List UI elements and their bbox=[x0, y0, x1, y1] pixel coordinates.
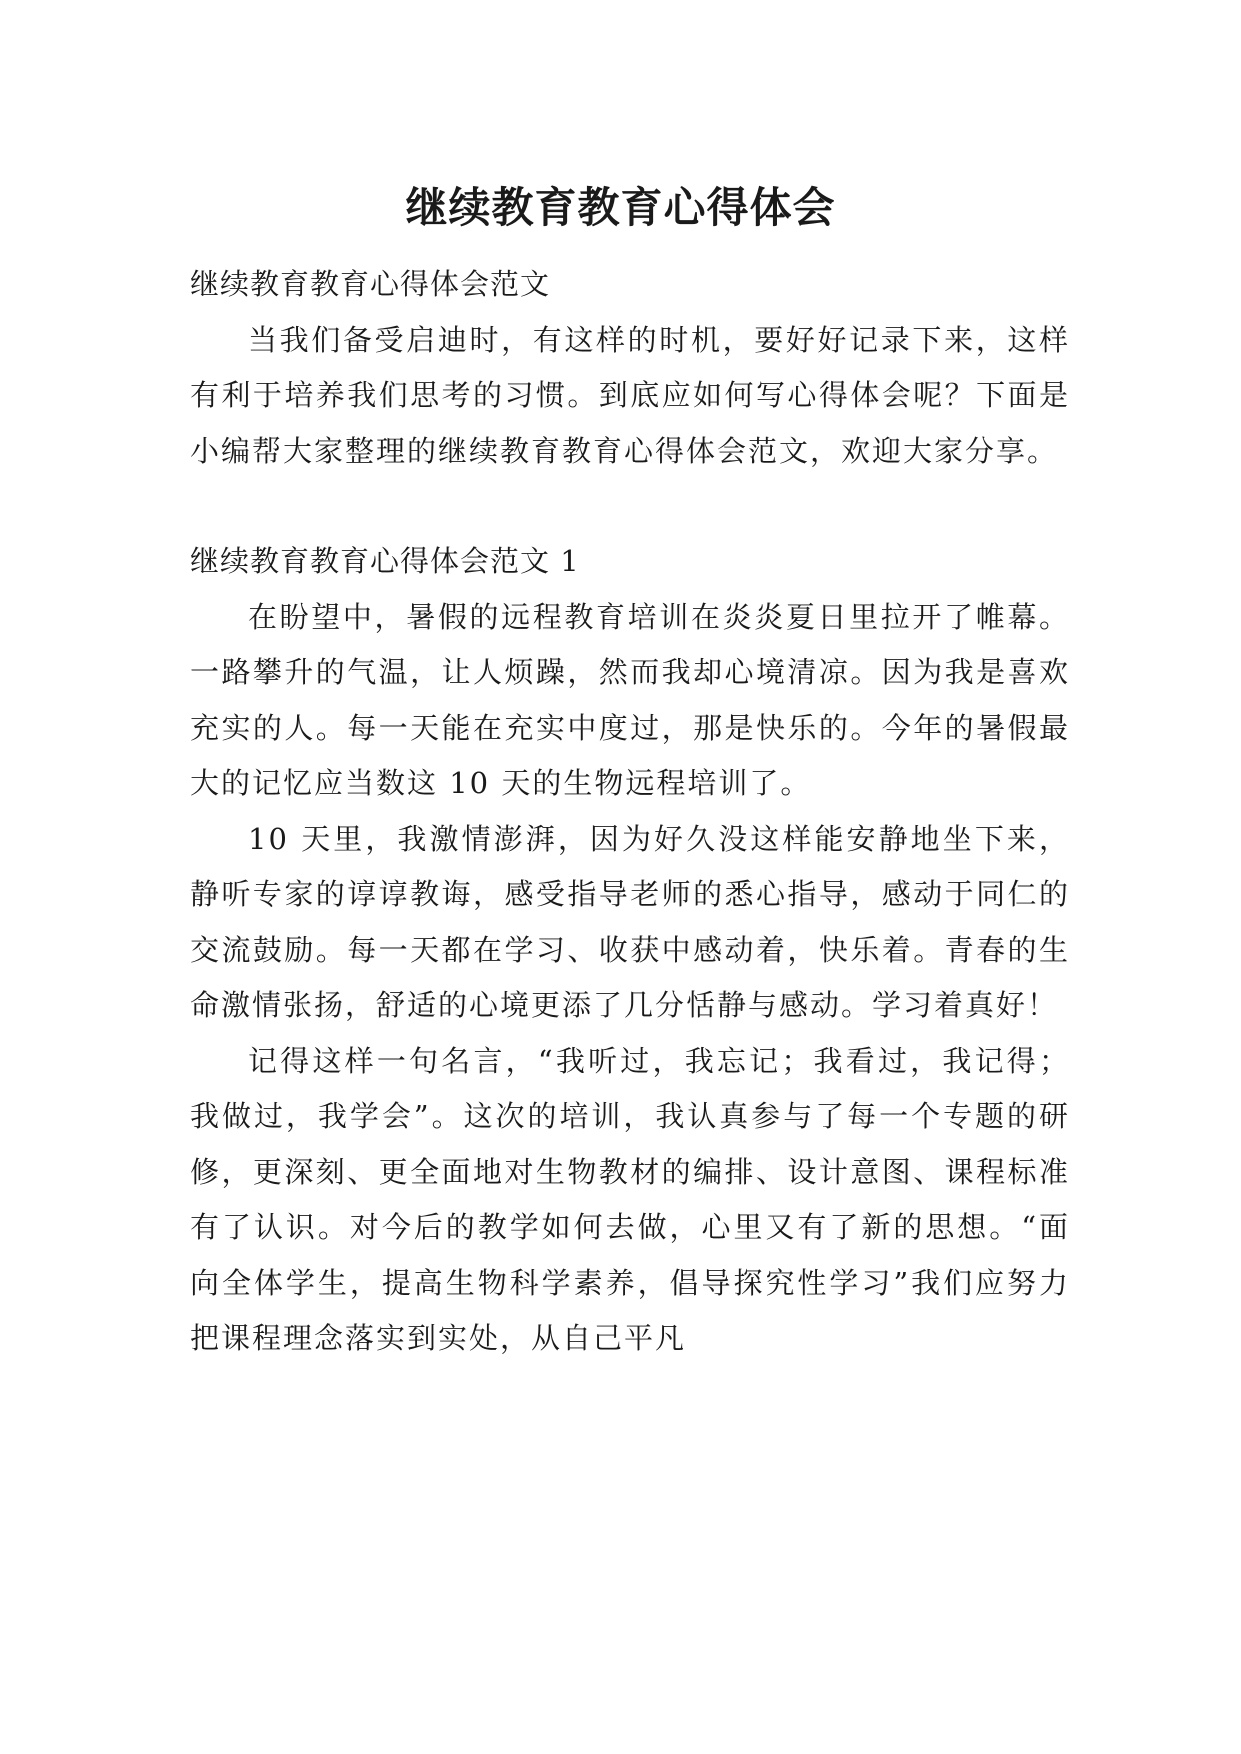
section-gap bbox=[190, 479, 1070, 534]
section1-paragraph-3: 记得这样一句名言，“我听过，我忘记；我看过，我记得；我做过，我学会”。这次的培训，我认真参与了每一个专题的研修，更深刻、更全面地对生物教材的编排、设计意图、课程标准有了认识。对今后的教学如何去做，心里又有了新的思想。“面向全体学生，提高生物科学素养，倡导探究性学习”我们应努力把课程理念落实到实处，从自己平凡 bbox=[190, 1043, 1070, 1355]
intro-heading: 继续教育教育心得体会范文 bbox=[190, 267, 551, 301]
document-body bbox=[190, 257, 1070, 1367]
intro-paragraph: 当我们备受启迪时，有这样的时机，要好好记录下来，这样有利于培养我们思考的习惯。到底应如何写心得体会呢？下面是小编帮大家整理的继续教育教育心得体会范文，欢迎大家分享。 bbox=[190, 322, 1070, 468]
section1-paragraph-1: 在盼望中，暑假的远程教育培训在炎炎夏日里拉开了帷幕。一路攀升的气温，让人烦躁，然而我却心境清凉。因为我是喜欢充实的人。每一天能在充实中度过，那是快乐的。今年的暑假最大的记忆应当数这 10 天的生物远程培训了。 bbox=[190, 599, 1070, 800]
section1-paragraph-2: 10 天里，我激情澎湃，因为好久没这样能安静地坐下来，静听专家的谆谆教诲，感受指导老师的悉心指导，感动于同仁的交流鼓励。每一天都在学习、收获中感动着，快乐着。青春的生命激情张扬，舒适的心境更添了几分恬静与感动。学习着真好！ bbox=[190, 821, 1070, 1022]
document-title: 继续教育教育心得体会 bbox=[405, 183, 836, 233]
section1-heading: 继续教育教育心得体会范文 1 bbox=[190, 544, 580, 578]
